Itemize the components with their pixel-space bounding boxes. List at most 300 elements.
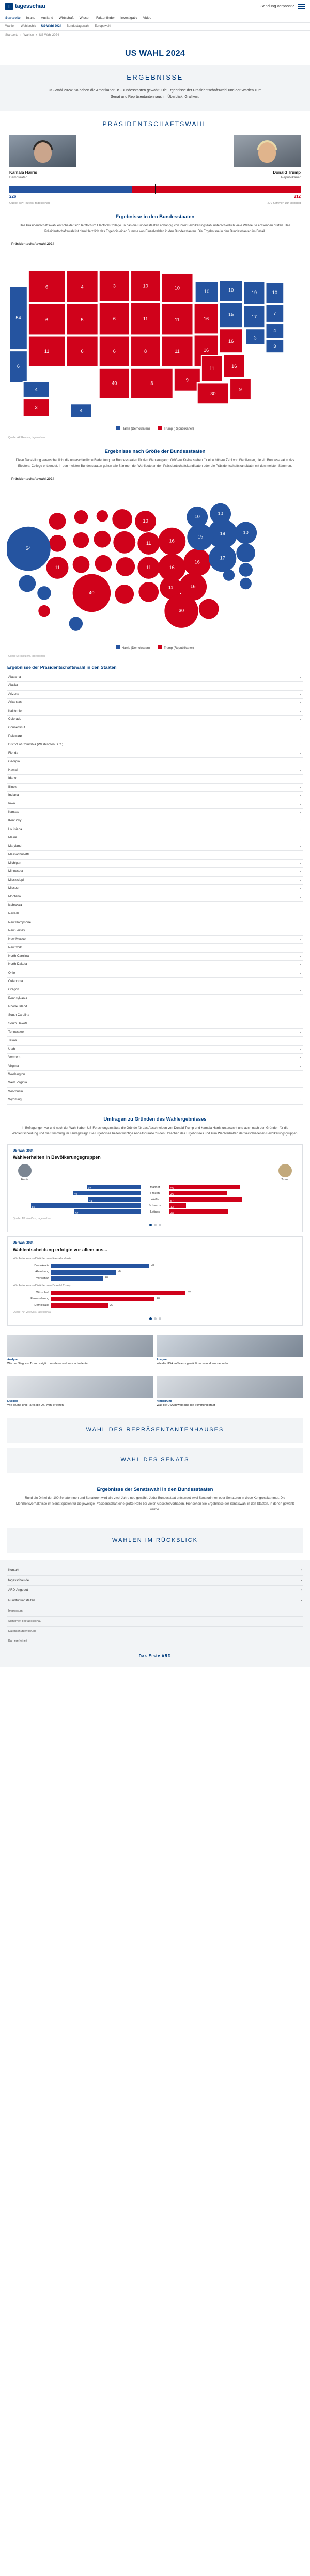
bar-rep-wrap (169, 1209, 297, 1214)
svg-text:11: 11 (44, 349, 50, 355)
state-row[interactable] (7, 741, 303, 749)
page-title: US WAHL 2024 (125, 49, 185, 58)
state-row[interactable] (7, 809, 303, 817)
results-text: US-Wahl 2024: So haben die Amerikaner US-Bundesstaaten gewählt. Die Ergebnisse der Präsidentschaftswahl und der Wahlen zum Senat und Repräsentantenhaus im Überblick. Grafiken. (48, 88, 262, 99)
nav-item-inland[interactable]: Inland (26, 16, 36, 20)
state-row[interactable] (7, 1011, 303, 1020)
chevron-down-icon: ⌄ (299, 887, 302, 891)
svg-text:16: 16 (231, 364, 237, 370)
state-row[interactable] (7, 936, 303, 944)
bar-rep-wrap (169, 1197, 297, 1202)
state-name: Wisconsin (8, 1089, 23, 1093)
subnav-item-bundestagswahl[interactable]: Bundestagswahl (67, 25, 90, 28)
chevron-down-icon: ⌄ (299, 709, 302, 713)
svg-text:15: 15 (197, 534, 203, 540)
chevron-down-icon: ⌄ (299, 1098, 302, 1102)
state-name: Maine (8, 835, 17, 839)
state-name: Michigan (8, 861, 21, 865)
svg-text:10: 10 (204, 289, 210, 295)
state-row[interactable] (7, 1054, 303, 1062)
state-row[interactable] (7, 682, 303, 690)
state-name: Minnesota (8, 869, 23, 873)
state-row[interactable] (7, 842, 303, 851)
state-row[interactable] (7, 716, 303, 724)
state-name: Missouri (8, 886, 21, 891)
svg-text:6: 6 (45, 284, 49, 290)
state-row[interactable] (7, 995, 303, 1003)
footer-ard-logo-wrap (7, 1646, 303, 1659)
state-row[interactable] (7, 792, 303, 800)
state-row[interactable] (7, 775, 303, 783)
svg-text:11: 11 (55, 565, 60, 571)
footer-impressum[interactable]: Impressum (7, 1606, 303, 1616)
chevron-down-icon: ⌄ (299, 912, 302, 916)
bar-rep-value: 55 (171, 1187, 174, 1191)
nav-item-ausland[interactable]: Ausland (41, 16, 53, 20)
chevron-down-icon: ⌄ (299, 1039, 302, 1042)
footer-datenschutz[interactable]: Datenschutzerklärung (7, 1627, 303, 1636)
main-nav (0, 13, 310, 23)
state-row[interactable] (7, 986, 303, 994)
chevron-down-icon: ⌄ (299, 718, 302, 722)
bar-rep-value: 45 (171, 1193, 174, 1197)
state-row[interactable] (7, 918, 303, 927)
state-name: Texas (8, 1038, 17, 1042)
subnav-item-us-wahl[interactable]: US-Wahl 2024 (41, 25, 62, 28)
subnav-item-wahlen[interactable]: Wahlen (5, 25, 16, 28)
state-row[interactable] (7, 902, 303, 910)
svg-text:6: 6 (17, 364, 20, 370)
state-row[interactable] (7, 1029, 303, 1037)
teaser-card[interactable] (7, 1376, 153, 1407)
state-name: Delaware (8, 734, 22, 738)
footer-link-tagesschau: tagesschau.de (8, 1578, 29, 1582)
state-row[interactable] (7, 885, 303, 893)
results-intro (0, 65, 310, 111)
state-row[interactable] (7, 1096, 303, 1105)
chart-rows-1b (13, 1291, 297, 1308)
svg-text:30: 30 (178, 608, 184, 614)
bar-dem (74, 1209, 141, 1214)
results-heading: ERGEBNISSE (127, 73, 183, 81)
chart-title-1: Wahlentscheidung erfolgte vor allem aus... (13, 1247, 107, 1253)
issue-bar (51, 1264, 149, 1268)
state-row[interactable] (7, 766, 303, 775)
chevron-down-icon: ⌄ (299, 743, 302, 747)
portrait-face (258, 142, 276, 163)
chevron-down-icon: ⌄ (299, 1090, 302, 1093)
chevron-down-icon: ⌄ (299, 785, 302, 789)
chevron-down-icon: ⌄ (299, 963, 302, 967)
subnav-item-europawahl[interactable]: Europawahl (95, 25, 111, 28)
chart-group-label-1: Wählerinnen und Wähler von Donald Trump (13, 1284, 71, 1287)
chevron-down-icon: ⌄ (299, 929, 302, 932)
bar-dem-wrap (13, 1209, 141, 1214)
svg-text:15: 15 (228, 312, 234, 318)
state-name: Idaho (8, 776, 17, 780)
breadcrumb-item-1[interactable]: Wahlen (23, 34, 34, 37)
svg-text:11: 11 (146, 541, 151, 546)
chevron-down-icon: ⌄ (299, 895, 302, 899)
state-results-list (0, 659, 310, 1108)
breadcrumb-item-0[interactable]: Startseite (5, 34, 19, 37)
state-name: Indiana (8, 793, 19, 798)
svg-text:3: 3 (254, 335, 257, 341)
legend-face-harris (13, 1164, 37, 1183)
teaser-kicker: Hintergrund (157, 1400, 172, 1403)
nav-item-wirtschaft[interactable]: Wirtschaft (58, 16, 74, 20)
issue-value: 38 (151, 1264, 154, 1267)
chevron-down-icon: ⌄ (299, 836, 302, 840)
state-name: New Mexico (8, 937, 26, 941)
state-name: Ohio (8, 971, 16, 975)
candidate-name-harris: Kamala Harris (9, 170, 37, 175)
svg-text:16: 16 (228, 339, 234, 344)
electoral-bar (9, 186, 301, 193)
bar-rep (169, 1209, 228, 1214)
bar-dem-wrap (13, 1197, 141, 1202)
state-row[interactable] (7, 1020, 303, 1029)
states-map-intro (0, 205, 310, 237)
state-row[interactable] (7, 953, 303, 961)
state-name: Illinois (8, 785, 18, 789)
teaser-thumbnail (157, 1335, 303, 1357)
states-choropleth-map[interactable] (0, 248, 310, 435)
issue-label: Demokratie (34, 1304, 49, 1307)
issue-bar (51, 1276, 103, 1281)
state-row[interactable] (7, 877, 303, 885)
svg-text:6: 6 (45, 317, 49, 323)
senate-states-title: Ergebnisse der Senatswahl in den Bundesstaaten (97, 1486, 213, 1493)
chart-bar-row (13, 1203, 297, 1208)
chart-bar-row (13, 1185, 297, 1189)
state-name: Maryland (8, 844, 22, 848)
svg-text:16: 16 (203, 316, 209, 322)
nav-item-investigativ[interactable]: Investigativ (120, 16, 137, 20)
state-row[interactable] (7, 724, 303, 732)
nav-item-faktenfinder[interactable]: Faktenfinder (96, 16, 115, 20)
issue-value: 52 (188, 1291, 191, 1294)
nav-item-startseite[interactable]: Startseite (5, 16, 21, 20)
section-house-heading[interactable]: WAHL DES REPRÄSENTANTENHAUSES (7, 1418, 303, 1443)
states-map-subtitle: Präsidentschaftswahl 2024 (11, 242, 55, 246)
sub-nav (0, 23, 310, 31)
issue-label: Einwanderung (30, 1297, 49, 1301)
bar-rep (169, 1191, 227, 1195)
svg-text:11: 11 (143, 316, 148, 322)
nav-item-wissen[interactable]: Wissen (79, 16, 91, 20)
footer-link-row[interactable]: Rundfunkanstalten › (7, 1596, 303, 1606)
svg-text:19: 19 (220, 531, 225, 536)
state-row[interactable] (7, 673, 303, 682)
state-name: Oregon (8, 988, 19, 992)
footer-barrierefreiheit[interactable]: Barrierefreiheit (7, 1636, 303, 1646)
chart-kicker-1: US-Wahl 2024 (13, 1241, 34, 1245)
state-name: Massachusetts (8, 852, 30, 856)
chevron-down-icon: ⌄ (299, 1056, 302, 1060)
state-row[interactable] (7, 1003, 303, 1011)
bar-dem (87, 1185, 141, 1189)
chevron-down-icon: ⌄ (299, 1064, 302, 1068)
state-name: North Dakota (8, 962, 27, 967)
bar-rep-value: 46 (171, 1212, 174, 1216)
bar-category-label: Männer (150, 1185, 160, 1189)
svg-text:11: 11 (175, 349, 180, 355)
teaser-text: Wie der Sieg von Trump möglich wurde — und was er bedeutet (7, 1362, 89, 1366)
chevron-down-icon: ⌄ (299, 938, 302, 941)
bar-rep-wrap (169, 1203, 297, 1208)
state-row[interactable] (7, 707, 303, 715)
issue-value: 40 (157, 1297, 160, 1300)
chevron-down-icon: ⌄ (299, 752, 302, 755)
state-row[interactable] (7, 860, 303, 868)
brand-logo[interactable] (5, 3, 45, 11)
chart-group-label-0: Wählerinnen und Wähler von Kamala Harris (13, 1257, 72, 1261)
svg-text:6: 6 (81, 349, 84, 355)
state-row[interactable] (7, 851, 303, 859)
svg-text:10: 10 (174, 285, 180, 291)
section-retro-heading[interactable]: WAHLEN IM RÜCKBLICK (7, 1528, 303, 1553)
issue-bar-row (13, 1297, 297, 1301)
state-name: Rhode Island (8, 1005, 27, 1009)
state-name: Florida (8, 751, 18, 755)
legend-name-harris: Harris (21, 1178, 29, 1182)
size-map-text: Diese Darstellung veranschaulicht die unterschiedliche Bedeutung der Bundesstaaten für den Wahlausgang: Größere Kreise stehen für eine höhere Zahl von Wahlleuten, die ein Bundesstaat in das Electoral College entsendet. In den meisten Bundesstaaten gehen alle Stimmen der Wahlleute an den Präsidentschaftskandidaten oder die Präsidentschaftskandidatin mit den meisten Stimmen. (16, 458, 295, 468)
breadcrumb: Startseite › Wahlen › US-Wahl 2024 (0, 31, 310, 40)
chevron-down-icon: ⌄ (299, 1048, 302, 1051)
chevron-down-icon: ⌄ (299, 1005, 302, 1009)
footer-link-kontakt: Kontakt (8, 1568, 19, 1572)
svg-text:9: 9 (239, 387, 242, 393)
candidate-party-trump: Republikaner (281, 176, 301, 180)
teaser-thumbnail (7, 1335, 153, 1357)
issue-bar-row (13, 1264, 297, 1268)
bar-category-label: Schwarze (148, 1204, 162, 1207)
svg-text:3: 3 (113, 283, 116, 289)
brand-name: tagesschau (15, 3, 45, 9)
state-row[interactable] (7, 868, 303, 876)
electoral-votes-harris: 226 (9, 194, 17, 199)
nav-item-video[interactable]: Video (143, 16, 152, 20)
size-map-title: Ergebnisse nach Größe der Bundesstaaten (104, 449, 206, 455)
chevron-down-icon: ⌄ (299, 810, 302, 814)
legend-avatar-trump (278, 1164, 292, 1177)
state-row[interactable] (7, 825, 303, 834)
svg-text:19: 19 (251, 290, 257, 296)
state-name: Hawaii (8, 768, 18, 772)
chart-title-0: Wahlverhalten in Bevölkerungsgruppen (13, 1155, 101, 1160)
bar-category-label: Weiße (150, 1198, 160, 1201)
chevron-down-icon: ⌄ (299, 777, 302, 780)
bar-dem-value: 86 (32, 1206, 35, 1209)
state-row[interactable] (7, 800, 303, 808)
footer-link-row[interactable]: tagesschau.de › (7, 1576, 303, 1586)
state-row[interactable] (7, 927, 303, 936)
svg-text:8: 8 (144, 349, 147, 355)
bar-rep-value: 57 (171, 1200, 174, 1203)
svg-text:16: 16 (190, 584, 196, 589)
candidate-photo-harris (9, 135, 76, 167)
state-row[interactable] (7, 969, 303, 977)
chart-source-0: Quelle: AP VoteCast, tagesschau (13, 1217, 51, 1221)
chart-kicker-0: US-Wahl 2024 (13, 1149, 34, 1153)
chevron-down-icon: ⌄ (299, 921, 302, 924)
bar-dem-value: 53 (74, 1193, 78, 1197)
bubble-map-svg (7, 484, 303, 642)
chevron-down-icon: ⌄ (299, 676, 302, 679)
bar-rep (169, 1203, 186, 1208)
state-name: Kalifornien (8, 709, 24, 713)
chevron-down-icon: ⌄ (299, 903, 302, 907)
candidate-photo-trump (234, 135, 301, 167)
state-row[interactable] (7, 893, 303, 901)
svg-text:17: 17 (251, 314, 257, 320)
svg-text:54: 54 (25, 546, 31, 551)
state-row[interactable] (7, 784, 303, 792)
subnav-item-wahlarchiv[interactable]: Wahlarchiv (21, 25, 36, 28)
candidate-party-harris: Demokraten (9, 176, 28, 180)
state-name: Louisiana (8, 827, 22, 831)
state-name: Iowa (8, 802, 16, 806)
polls-title: Umfragen zu Gründen des Wahlergebnisses (103, 1116, 207, 1123)
bar-dem-wrap (13, 1203, 141, 1208)
majority-marker (155, 184, 156, 194)
issue-label: Wirtschaft (36, 1291, 49, 1295)
teaser-text: Wie Trump und Harris die US-Wahl erlebten (7, 1403, 64, 1407)
bar-dem-wrap (13, 1191, 141, 1195)
issue-bar (51, 1303, 108, 1308)
state-row[interactable] (7, 978, 303, 986)
chevron-down-icon: ⌄ (299, 971, 302, 975)
teaser-card[interactable] (7, 1335, 153, 1366)
chevron-down-icon: ⌄ (299, 769, 302, 772)
issue-value: 22 (110, 1303, 113, 1307)
chart-legend-faces (13, 1164, 297, 1185)
brand-mark-icon (5, 3, 13, 10)
state-name: West Virginia (8, 1081, 27, 1085)
majority-note: 270 Stimmen zur Mehrheit (267, 201, 301, 205)
state-name: New Jersey (8, 928, 25, 932)
state-name: Kansas (8, 810, 19, 814)
bar-dem (31, 1203, 141, 1208)
svg-text:7: 7 (273, 311, 276, 316)
chevron-down-icon: ⌄ (299, 684, 302, 687)
state-row[interactable] (7, 961, 303, 969)
chevron-down-icon: ⌄ (299, 794, 302, 798)
svg-text:54: 54 (16, 315, 21, 321)
footer-link-ard: ARD-Angebot (8, 1588, 28, 1592)
section-senate-heading[interactable]: WAHL DES SENATS (7, 1448, 303, 1473)
polls-intro (0, 1108, 310, 1140)
teaser-row-1 (0, 1330, 310, 1371)
chevron-down-icon: ⌄ (299, 878, 302, 882)
chevron-down-icon: ⌄ (299, 1073, 302, 1077)
top-bar-right (260, 4, 305, 9)
size-map-subtitle: Präsidentschaftswahl 2024 (11, 477, 55, 481)
bar-dem (73, 1191, 141, 1195)
presidential-heading: PRÄSIDENTSCHAFTSWAHL (102, 120, 208, 128)
chart-card-groups (7, 1144, 303, 1233)
svg-text:5: 5 (81, 317, 84, 323)
state-row[interactable] (7, 817, 303, 825)
issue-bar (51, 1291, 185, 1295)
svg-text:16: 16 (169, 538, 175, 544)
carousel-dots-0[interactable] (13, 1221, 297, 1226)
state-name: Wyoming (8, 1098, 22, 1102)
teaser-text: Wie die USA auf Harris gewählt hat — und wie sie verlor (157, 1362, 229, 1366)
issue-label: Wirtschaft (36, 1277, 49, 1280)
state-row[interactable] (7, 1088, 303, 1096)
footer-sicherheit[interactable]: Sicherheit bei tagesschau (7, 1617, 303, 1627)
svg-text:4: 4 (35, 387, 38, 393)
state-row[interactable] (7, 1046, 303, 1054)
state-name: Washington (8, 1072, 25, 1076)
chevron-down-icon: ⌄ (299, 802, 302, 806)
teaser-card[interactable] (157, 1335, 303, 1366)
footer (0, 1560, 310, 1668)
issue-label: Abtreibung (35, 1270, 49, 1274)
state-row[interactable] (7, 749, 303, 758)
state-row[interactable] (7, 834, 303, 842)
state-row[interactable] (7, 910, 303, 918)
candidate-row (0, 135, 310, 180)
state-row[interactable] (7, 944, 303, 952)
chevron-down-icon: ⌄ (299, 845, 302, 848)
candidate-trump (234, 135, 301, 180)
carousel-dots-1[interactable] (13, 1314, 297, 1320)
legend-item-trump-2 (158, 645, 194, 651)
issue-bar-row (13, 1303, 297, 1308)
size-bubble-map[interactable] (0, 482, 310, 653)
state-row[interactable] (7, 691, 303, 699)
sendung-verpasst-link[interactable]: Sendung verpasst? (260, 4, 294, 9)
state-list-title: Ergebnisse der Präsidentschaftswahl in den Staaten (7, 664, 117, 670)
menu-icon[interactable] (298, 4, 305, 9)
bar-category-label: Latinos (150, 1210, 160, 1214)
footer-link-row[interactable]: ARD-Angebot › (7, 1586, 303, 1596)
teaser-card[interactable] (157, 1376, 303, 1407)
senate-states-intro (0, 1478, 310, 1515)
bubble-map-legend (7, 643, 303, 651)
state-name: Tennessee (8, 1030, 24, 1034)
chevron-down-icon: ⌄ (299, 726, 302, 730)
svg-text:30: 30 (210, 391, 216, 397)
legend-name-trump: Trump (281, 1178, 289, 1182)
electoral-bar-dem (9, 186, 132, 193)
footer-link-row[interactable]: Kontakt › (7, 1566, 303, 1576)
issue-bar-row (13, 1291, 297, 1295)
top-bar (0, 0, 310, 13)
state-name: Alaska (8, 683, 18, 687)
svg-text:8: 8 (150, 380, 153, 386)
state-row[interactable] (7, 1062, 303, 1070)
legend-label-harris: Harris (Demokraten) (121, 427, 150, 431)
state-row[interactable] (7, 1071, 303, 1079)
state-row[interactable] (7, 758, 303, 766)
chart-bar-row (13, 1191, 297, 1195)
state-row[interactable] (7, 732, 303, 741)
state-row[interactable] (7, 699, 303, 707)
bar-rep (169, 1197, 242, 1202)
size-map-intro (0, 440, 310, 472)
presidential-source: Quelle: AP/Reuters, tagesschau (9, 201, 50, 205)
state-name: Kentucky (8, 819, 22, 823)
state-row[interactable] (7, 1037, 303, 1045)
senate-states-text: Rund ein Drittel der 100 Senatorinnen und Senatoren wird alle zwei Jahre neu gewählt. Jeder Bundesstaat entsendet zwei Senatorinnen oder Senatoren in diese Kongresskammer. Die Mehrheitsverhältnisse im Senat spielen für die jeweilige Präsidentschaft eine große Rolle bei vielen Gesetzesvorhaben. Hier sehen Sie Ergebnisse der Senatswahl in den Staaten, in denen gewählt wurde. (16, 1496, 294, 1511)
issue-value: 25 (118, 1270, 121, 1274)
bar-category-label: Frauen (150, 1191, 160, 1195)
state-row[interactable] (7, 1079, 303, 1087)
